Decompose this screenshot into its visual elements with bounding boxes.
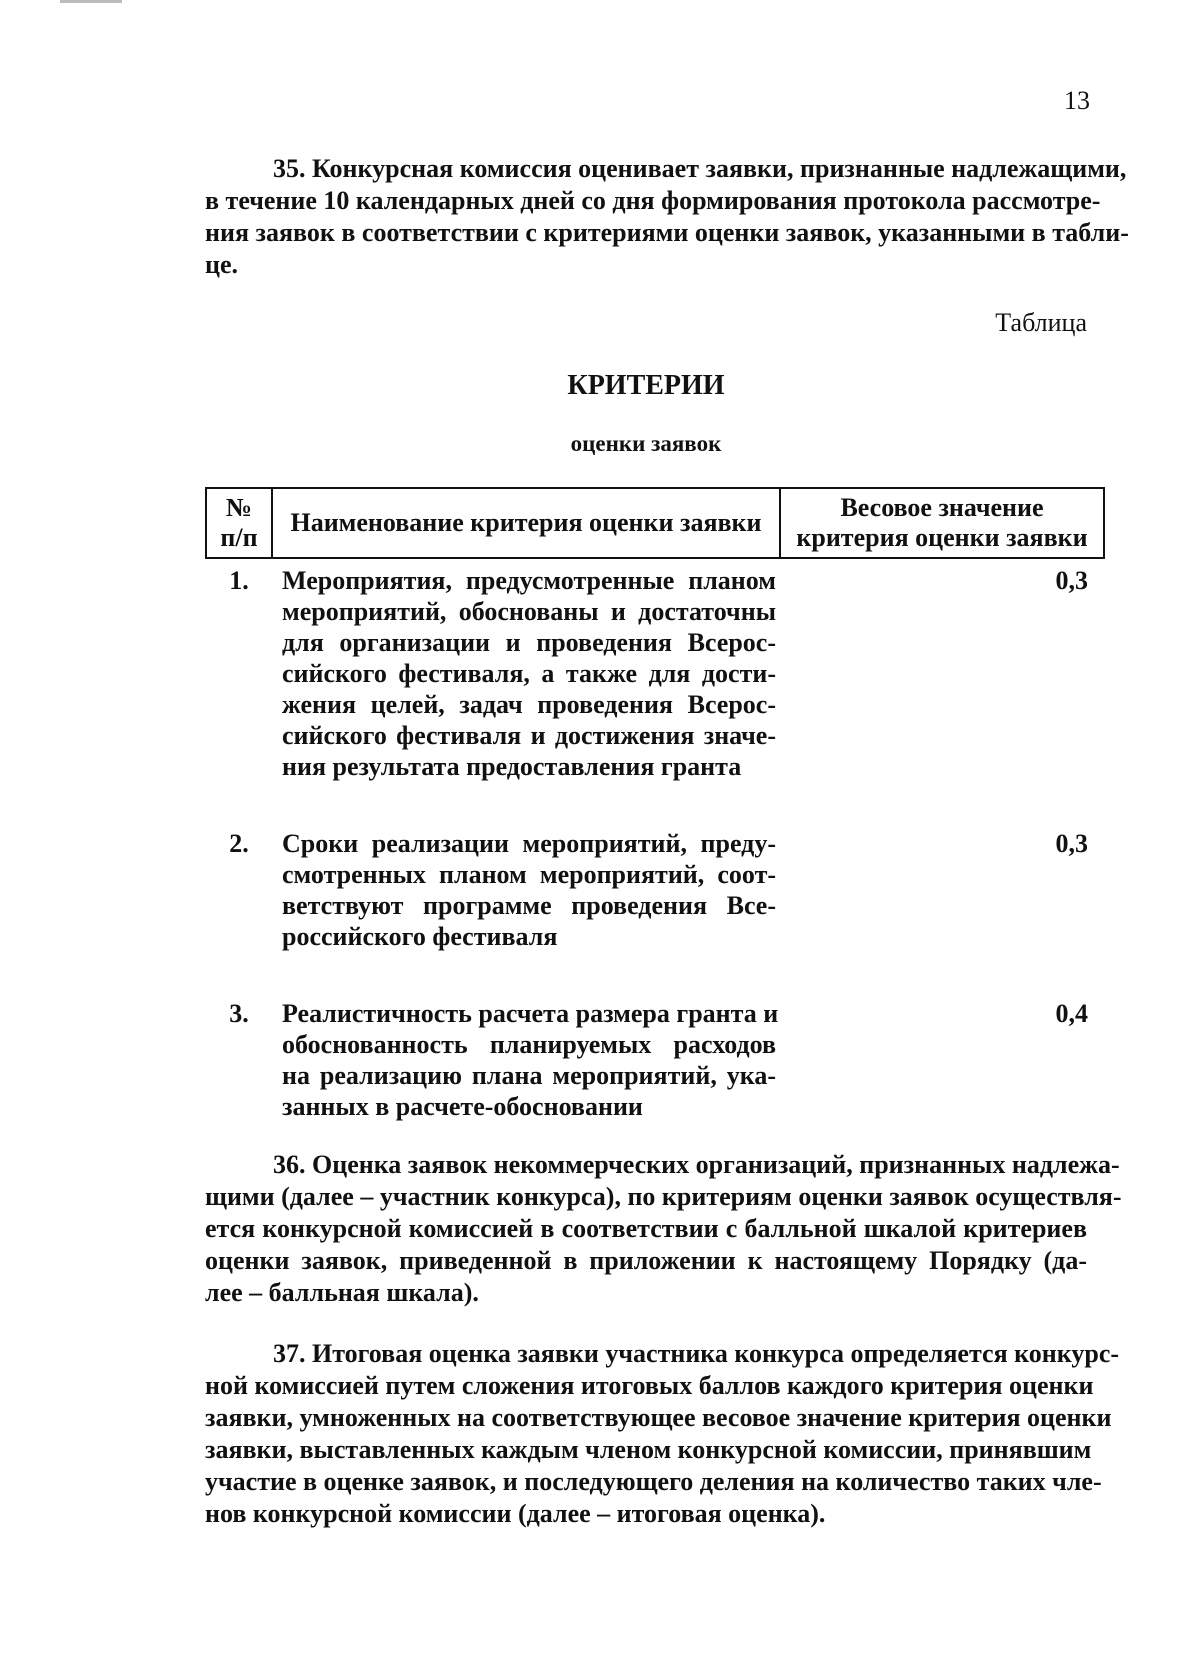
paragraph-36 — [205, 1149, 1122, 1309]
header-weight-text: Весовое значение критерия оценки заявки — [796, 493, 1088, 552]
criterion-line: российского фестиваля — [282, 922, 558, 951]
criterion-line: мероприятий, обоснованы и достаточны — [282, 597, 776, 626]
scan-corner-mark — [60, 0, 122, 3]
paragraph-line: заявки, умноженных на соответствующее весовое значение критерия оценки — [205, 1403, 1112, 1432]
paragraph-line: щими (далее – участник конкурса), по критериям оценки заявок осуществля- — [205, 1182, 1122, 1211]
row-weight: 0,4 — [1055, 999, 1088, 1028]
row-weight: 0,3 — [1055, 566, 1088, 595]
table-header-row — [206, 488, 1104, 558]
header-number-text: № п/п — [220, 493, 258, 552]
paragraph-line: 37. Итоговая оценка заявки участника конкурса определяется конкурс- — [273, 1339, 1120, 1368]
row-number: 3. — [229, 999, 249, 1028]
table-row — [206, 992, 1104, 1162]
paragraph-line: участие в оценке заявок, и последующего деления на количество таких чле- — [205, 1467, 1102, 1496]
criterion-line: для организации и проведения Всерос- — [282, 628, 776, 657]
criterion-line: смотренных планом мероприятий, соот- — [282, 860, 776, 889]
paragraph-line: нов конкурсной комиссии (далее – итоговая оценка). — [205, 1499, 826, 1528]
criterion-line: ветствуют программе проведения Все- — [282, 891, 776, 920]
header-name-text: Наименование критерия оценки заявки — [290, 508, 762, 537]
table-title: КРИТЕРИИ — [567, 370, 725, 401]
criterion-line: занных в расчете-обосновании — [282, 1092, 643, 1121]
table-subtitle: оценки заявок — [570, 431, 722, 456]
paragraph-line: заявки, выставленных каждым членом конкурсной комиссии, принявшим — [205, 1435, 1092, 1464]
paragraph-line: 36. Оценка заявок некоммерческих организаций, признанных надлежа- — [273, 1150, 1120, 1179]
criterion-line: сийского фестиваля, а также для дости- — [282, 659, 776, 688]
row-number: 2. — [229, 829, 249, 858]
row-criterion-name — [272, 558, 780, 822]
criteria-table — [205, 487, 1105, 1162]
criterion-line: жения целей, задач проведения Всерос- — [282, 690, 776, 719]
row-criterion-name — [272, 992, 780, 1162]
criterion-line: обоснованность планируемых расходов — [282, 1030, 776, 1059]
paragraph-35 — [205, 153, 1129, 281]
paragraph-line: лее – балльная шкала). — [205, 1278, 479, 1307]
header-number — [206, 488, 272, 558]
paragraph-line: оценки заявок, приведенной в приложении к настоящему Порядку (да- — [205, 1246, 1087, 1275]
header-name — [272, 488, 780, 558]
row-criterion-name — [272, 822, 780, 992]
page-number: 13 — [1064, 86, 1090, 115]
criterion-line: сийского фестиваля и достижения значе- — [282, 721, 776, 750]
paragraph-line: ется конкурсной комиссией в соответствии с балльной шкалой критериев — [205, 1214, 1087, 1243]
paragraph-37 — [205, 1338, 1120, 1530]
criterion-line: Сроки реализации мероприятий, преду- — [282, 829, 776, 858]
criterion-line: Мероприятия, предусмотренные планом — [282, 566, 776, 595]
paragraph-line: ной комиссией путем сложения итоговых баллов каждого критерия оценки — [205, 1371, 1094, 1400]
header-weight — [780, 488, 1104, 558]
table-row — [206, 558, 1104, 822]
row-weight: 0,3 — [1055, 829, 1088, 858]
criterion-line: Реалистичность расчета размера гранта и — [282, 999, 779, 1028]
row-number: 1. — [229, 566, 249, 595]
paragraph-line: ния заявок в соответствии с критериями оценки заявок, указанными в табли- — [205, 218, 1129, 247]
criterion-line: ния результата предоставления гранта — [282, 752, 742, 781]
paragraph-line: в течение 10 календарных дней со дня формирования протокола рассмотре- — [205, 186, 1101, 215]
table-row — [206, 822, 1104, 992]
criterion-line: на реализацию плана мероприятий, ука- — [282, 1061, 776, 1090]
paragraph-line: 35. Конкурсная комиссия оценивает заявки, признанные надлежащими, — [273, 154, 1127, 183]
table-label: Таблица — [995, 308, 1087, 337]
paragraph-line: це. — [205, 250, 239, 279]
